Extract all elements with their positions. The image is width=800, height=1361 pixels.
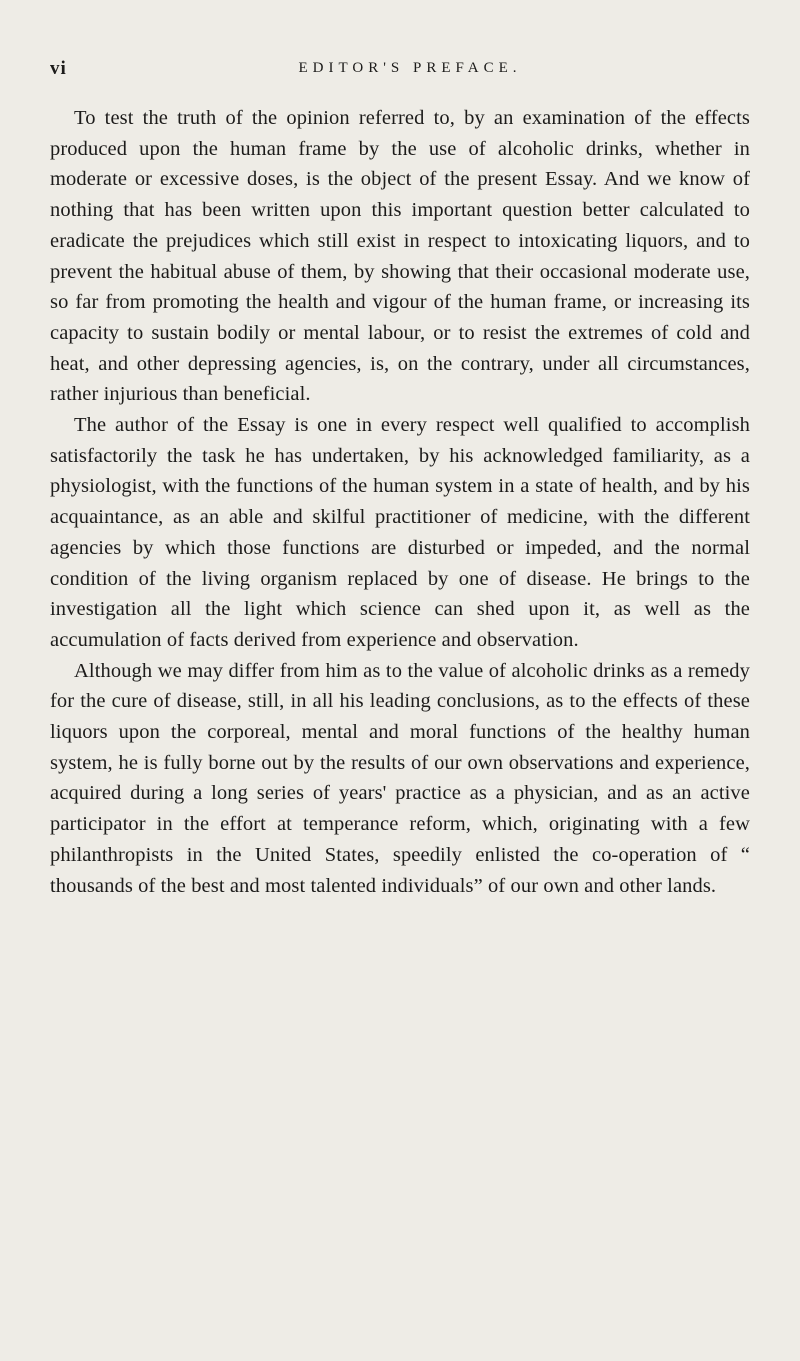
paragraph: To test the truth of the opinion referred to, by an examination of the effects produced upon the human frame by the use of alcoholic drinks, whether in moderate or excessive doses, is the object of the present Essay. And we know of nothing that has been written upon this important question better calculated to eradicate the prejudices which still exist in respect to intoxicating liquors, and to prevent the habitual abuse of them, by showing that their occasional moderate use, so far from promoting the health and vigour of the human frame, or increasing its capacity to sustain bodily or mental labour, or to resist the extremes of cold and heat, and other depressing agencies, is, on the contrary, under all circumstances, rather injurious than beneficial. bbox=[50, 107, 750, 406]
page-number: vi bbox=[50, 58, 67, 79]
page-header bbox=[48, 58, 752, 88]
paragraph: Although we may differ from him as to the value of alcoholic drinks as a remedy for the cure of disease, still, in all his leading conclusions, as to the effects of these liquors upon the corporeal, mental and moral functions of the healthy human system, he is fully borne out by the results of our own observations and experience, acquired during a long series of years' practice as a physician, and as an active participator in the effort at temperance reform, which, originating with a few philanthropists in the United States, speedily enlisted the co-operation of “ thousands of the best and most talented individuals” of our own and other lands. bbox=[50, 659, 750, 897]
body-text bbox=[50, 103, 750, 901]
paragraph: The author of the Essay is one in every respect well qualified to accomplish satisfactorily the task he has undertaken, by his acknowledged familiarity, as a physiologist, with the functions of the human system in a state of health, and by his acquaintance, as an able and skilful practitioner of medicine, with the different agencies by which those functions are disturbed or impeded, and the normal condition of the living organism replaced by one of disease. He brings to the investigation all the light which science can shed upon it, as well as the accumulation of facts derived from experience and observation. bbox=[50, 414, 750, 651]
running-head: EDITOR'S PREFACE. bbox=[298, 60, 522, 76]
